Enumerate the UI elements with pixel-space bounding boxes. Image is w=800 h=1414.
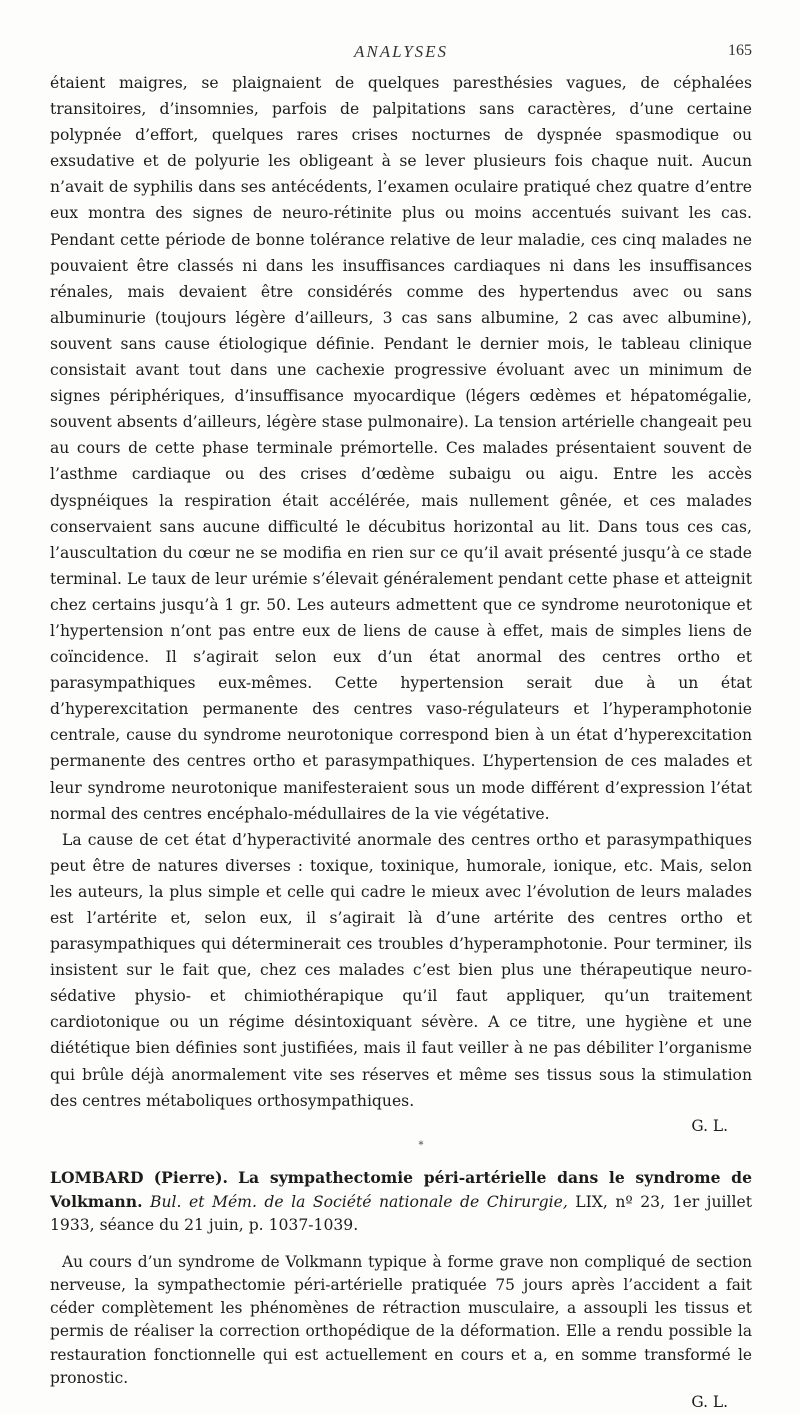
abstract-paragraph: La cause de cet état d’hyperactivité anormale des centres ortho et parasympathiques peut être de natures diverses : toxique, toxinique, humorale, ionique, etc. Mais, selon les auteurs, la plus simple et celle qui cadre le mieux avec l’évolution de leurs malades est l’artérite et, selon eux, il s’agirait là d’une artérite des centres ortho et parasympathiques qui déterminerait ces troubles d’hyperamphotonie. Pour terminer, ils insistent sur le fait que, chez ces malades c’est bien plus une thérapeutique neuro-sédative physio- et chimiothérapique qu’il faut appliquer, qu’un traitement cardiotonique ou un régime désintoxiquant sévère. A ce titre, une hygiène et une diététique bien définies sont justifiées, mais il faut veiller à ne pas débiliter l’organisme qui brûle déjà anormalement vite ses réserves et même ses tissus sous la stimulation des centres métaboliques orthosympathiques. <box>50 830 752 1110</box>
running-title: ANALYSES <box>353 42 449 61</box>
page-body <box>50 70 752 1414</box>
bibliographic-entry <box>50 1166 752 1237</box>
journal-name: Bul. et Mém. de la Société nationale de Chirurgie, <box>150 1192 568 1211</box>
reviewer-signature: G. L. <box>691 1392 728 1411</box>
abstract-paragraph: Au cours d’un syndrome de Volkmann typique à forme grave non compliqué de section nerveuse, la sympathectomie péri-artérielle pratiquée 75 jours après l’accident a fait céder complètement les phénomènes de rétraction musculaire, a assoupli les tissus et permis de réaliser la correction orthopédique de la déformation. Elle a rendu possible la restauration fonctionnelle qui est actuellement en cours et a, en somme transformé le pronostic. <box>50 1252 752 1387</box>
author-surname: LOMBARD <box>50 1167 144 1187</box>
running-head <box>50 42 752 64</box>
journal-reference: LIX, nº 23, 1er juillet 1933, séance du 21 juin, p. 1037-1039. <box>50 1192 753 1234</box>
author-firstname: (Pierre). <box>153 1167 228 1187</box>
article-title: La sympathectomie péri-artérielle dans le syndrome de Volkmann. <box>50 1167 753 1211</box>
section-separator: * <box>418 1139 424 1151</box>
page-number: 165 <box>728 42 752 59</box>
reviewer-signature: G. L. <box>691 1116 728 1135</box>
abstract-paragraph: étaient maigres, se plaignaient de quelques paresthésies vagues, de céphalées transitoires, d’insomnies, parfois de palpitations sans caractères, d’une certaine polypnée d’effort, quelques rares crises nocturnes de dyspnée spasmodique ou exsudative et de polyurie les obligeant à se lever plusieurs fois chaque nuit. Aucun n’avait de syphilis dans ses antécédents, l’examen oculaire pratiqué chez quatre d’entre eux montra des signes de neuro-rétinite plus ou moins accentués suivant les cas. Pendant cette période de bonne tolérance relative de leur maladie, ces cinq malades ne pouvaient être classés ni dans les insuffisances cardiaques ni dans les insuffisances rénales, mais devaient être considérés comme des hypertendus avec ou sans albuminurie (toujours légère d’ailleurs, 3 cas sans albumine, 2 cas avec albumine), souvent sans cause étiologique définie. Pendant le dernier mois, le tableau clinique consistait avant tout dans une cachexie progressive évoluant avec un minimum de signes périphériques, d’insuffisance myocardique (légers œdèmes et hépatomégalie, souvent absents d’ailleurs, légère stase pulmonaire). La tension artérielle changeait peu au cours de cette phase terminale prémortelle. Ces malades présentaient souvent de l’asthme cardiaque ou des crises d’œdème subaigu ou aigu. Entre les accès dyspnéiques la respiration était accélérée, mais nullement gênée, et ces malades conservaient sans aucune difficulté le décubitus horizontal au lit. Dans tous ces cas, l’auscultation du cœur ne se modifia en rien sur ce qu’il avait présenté jusqu’à ce stade terminal. Le taux de leur urémie s’élevait généralement pendant cette phase et atteignit chez certains jusqu’à 1 gr. 50. Les auteurs admettent que ce syndrome neurotonique et l’hypertension n’ont pas entre eux de liens de cause à effet, mais de simples liens de coïncidence. Il s’agirait selon eux d’un état anormal des centres ortho et parasympathiques eux-mêmes. Cette hypertension serait due à un état d’hyperexcitation permanente des centres vaso-régulateurs et l’hyperamphotonie centrale, cause du syndrome neurotonique correspond bien à un état d’hyperexcitation permanente des centres ortho et parasympathiques. L’hypertension de ces malades et leur syndrome neurotonique manifesteraient sous un mode différent d’expression l’état normal des centres encéphalo-médullaires de la vie végétative. <box>50 74 752 823</box>
